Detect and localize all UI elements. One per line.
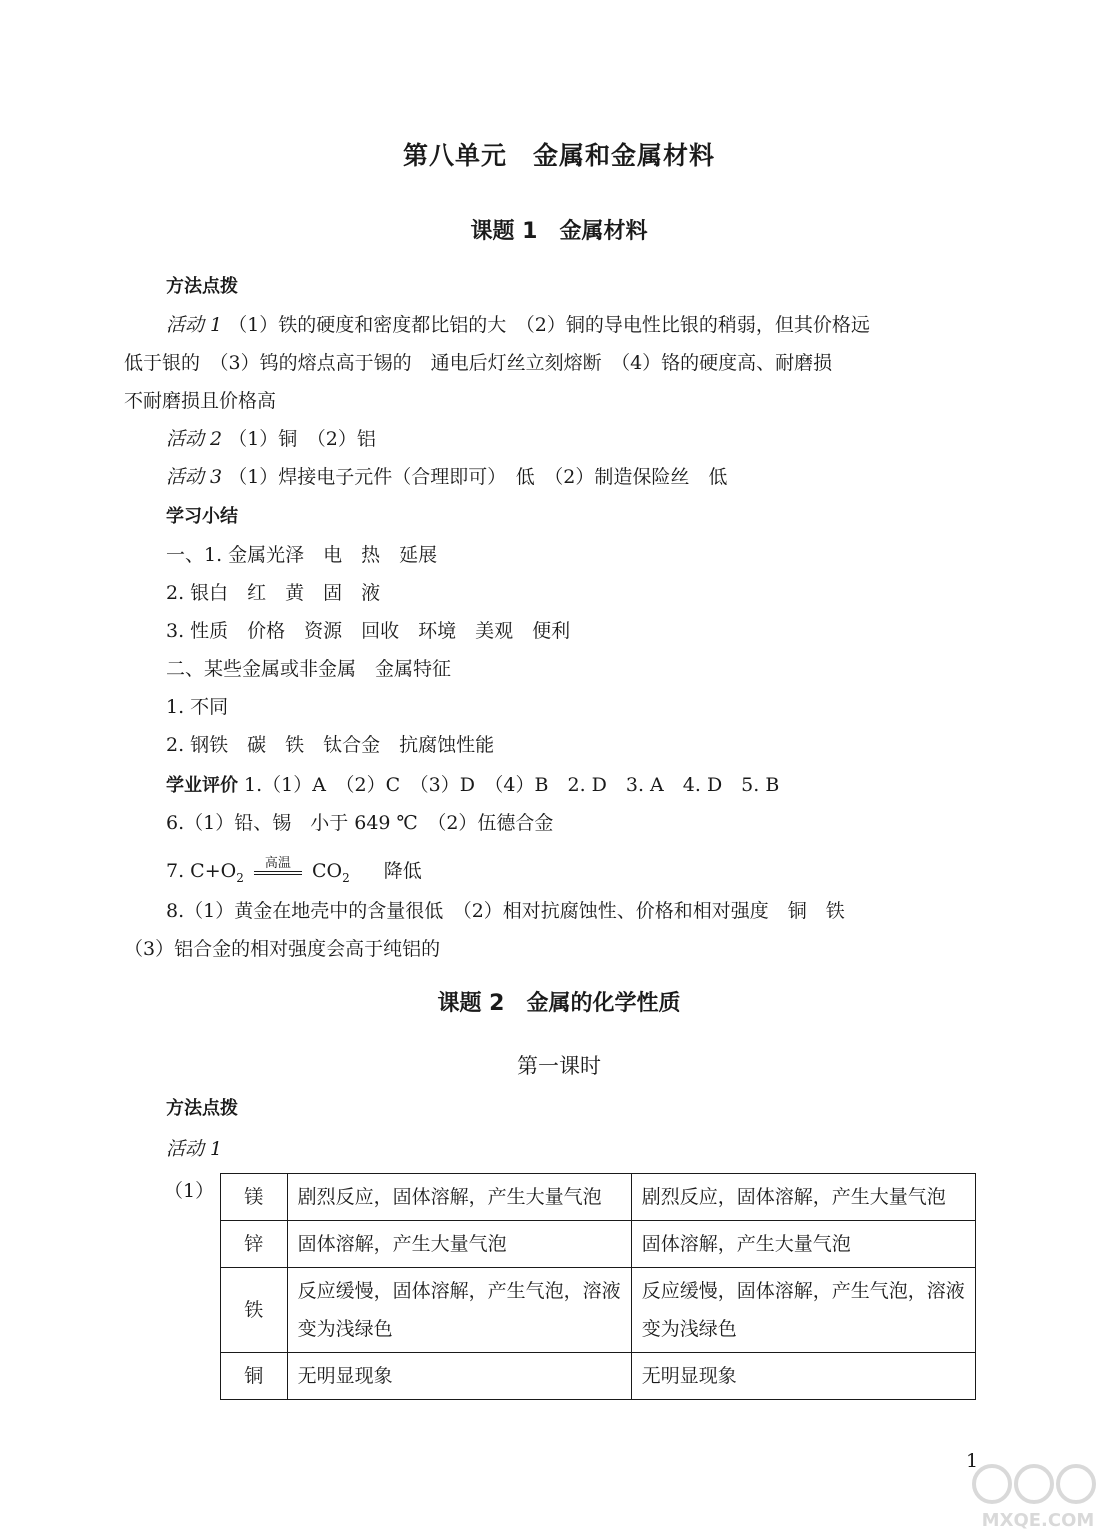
reaction-table xyxy=(220,1173,976,1400)
period-title: 第一课时 xyxy=(517,1054,601,1078)
activity1-line2: 低于银的 （3）钨的熔点高于锡的 通电后灯丝立刻熔断 （4）铬的硬度高、耐磨损 xyxy=(124,352,833,374)
activity1-line1 xyxy=(166,310,870,337)
activity3-line xyxy=(166,462,727,489)
observation-cell: 无明显现象 xyxy=(287,1353,631,1400)
summary-line: 二、某些金属或非金属 金属特征 xyxy=(166,658,452,680)
observation-cell: 反应缓慢，固体溶解，产生气泡，溶液变为浅绿色 xyxy=(631,1268,975,1353)
equation-effect: 降低 xyxy=(383,860,422,882)
table-row xyxy=(221,1221,976,1268)
observation-cell: 固体溶解，产生大量气泡 xyxy=(631,1221,975,1268)
observation-cell: 剧烈反应，固体溶解，产生大量气泡 xyxy=(287,1174,631,1221)
watermark-logo-icon xyxy=(968,1460,1108,1532)
summary-line: 3. 性质 价格 资源 回收 环境 美观 便利 xyxy=(166,620,571,642)
activity3-label: 活动 3 xyxy=(166,466,223,488)
activity1-line3: 不耐磨损且价格高 xyxy=(124,390,277,412)
table-row xyxy=(221,1174,976,1221)
activity1-text1: （1）铁的硬度和密度都比铝的大 （2）铜的导电性比银的稍弱，但其价格远 xyxy=(228,314,870,336)
activity2-text: （1）铜 （2）铝 xyxy=(228,428,376,450)
equation-product: CO xyxy=(311,860,343,882)
activity3-text: （1）焊接电子元件（合理即可） 低 （2）制造保险丝 低 xyxy=(228,466,728,488)
table-row xyxy=(221,1353,976,1400)
watermark-text: MXQE.COM xyxy=(981,1510,1095,1531)
evaluation-line8a: 8.（1）黄金在地壳中的含量很低 （2）相对抗腐蚀性、价格和相对强度 铜 铁 xyxy=(166,900,845,922)
metal-cell: 镁 xyxy=(221,1174,288,1221)
method-heading-2: 方法点拨 xyxy=(166,1098,238,1119)
unit-title: 第八单元 金属和金属材料 xyxy=(402,141,715,170)
summary-line: 1. 不同 xyxy=(166,696,229,718)
observation-cell: 剧烈反应，固体溶解，产生大量气泡 xyxy=(631,1174,975,1221)
summary-line: 一、1. 金属光泽 电 热 延展 xyxy=(166,544,438,566)
table-row xyxy=(221,1268,976,1353)
method-heading-1: 方法点拨 xyxy=(166,276,238,297)
evaluation-line8b: （3）铝合金的相对强度会高于纯铝的 xyxy=(124,938,441,960)
lesson2-title: 课题 2 金属的化学性质 xyxy=(437,991,681,1016)
activity1-label: 活动 1 xyxy=(166,314,223,336)
equation-reactants: 7. C+O xyxy=(166,860,237,882)
observation-cell: 固体溶解，产生大量气泡 xyxy=(287,1221,631,1268)
activity2-line xyxy=(166,424,376,451)
page-number: 1 xyxy=(966,1450,979,1472)
subscript: 2 xyxy=(342,870,350,885)
evaluation-line1 xyxy=(166,770,779,797)
evaluation-line6: 6.（1）铅、锡 小于 649 ℃ （2）伍德合金 xyxy=(166,812,554,834)
metal-cell: 锌 xyxy=(221,1221,288,1268)
observation-cell: 反应缓慢，固体溶解，产生气泡，溶液变为浅绿色 xyxy=(287,1268,631,1353)
summary-line: 2. 钢铁 碳 铁 钛合金 抗腐蚀性能 xyxy=(166,734,495,756)
evaluation-answers: 1.（1）A （2）C （3）D （4）B 2. D 3. A 4. D 5. B xyxy=(244,774,780,796)
metal-cell: 铁 xyxy=(221,1268,288,1353)
lesson2-activity1-label: 活动 1 xyxy=(166,1138,223,1160)
lesson1-title: 课题 1 金属材料 xyxy=(470,219,648,244)
table-label: （1） xyxy=(164,1180,215,1202)
evaluation-heading: 学业评价 xyxy=(166,775,238,796)
summary-line: 2. 银白 红 黄 固 液 xyxy=(166,582,381,604)
activity2-label: 活动 2 xyxy=(166,428,223,450)
metal-cell: 铜 xyxy=(221,1353,288,1400)
evaluation-line7 xyxy=(166,856,422,885)
subscript: 2 xyxy=(236,870,244,885)
summary-heading: 学习小结 xyxy=(166,506,238,527)
observation-cell: 无明显现象 xyxy=(631,1353,975,1400)
reaction-condition xyxy=(254,857,302,875)
double-line xyxy=(254,871,302,875)
condition-text: 高温 xyxy=(264,856,291,871)
